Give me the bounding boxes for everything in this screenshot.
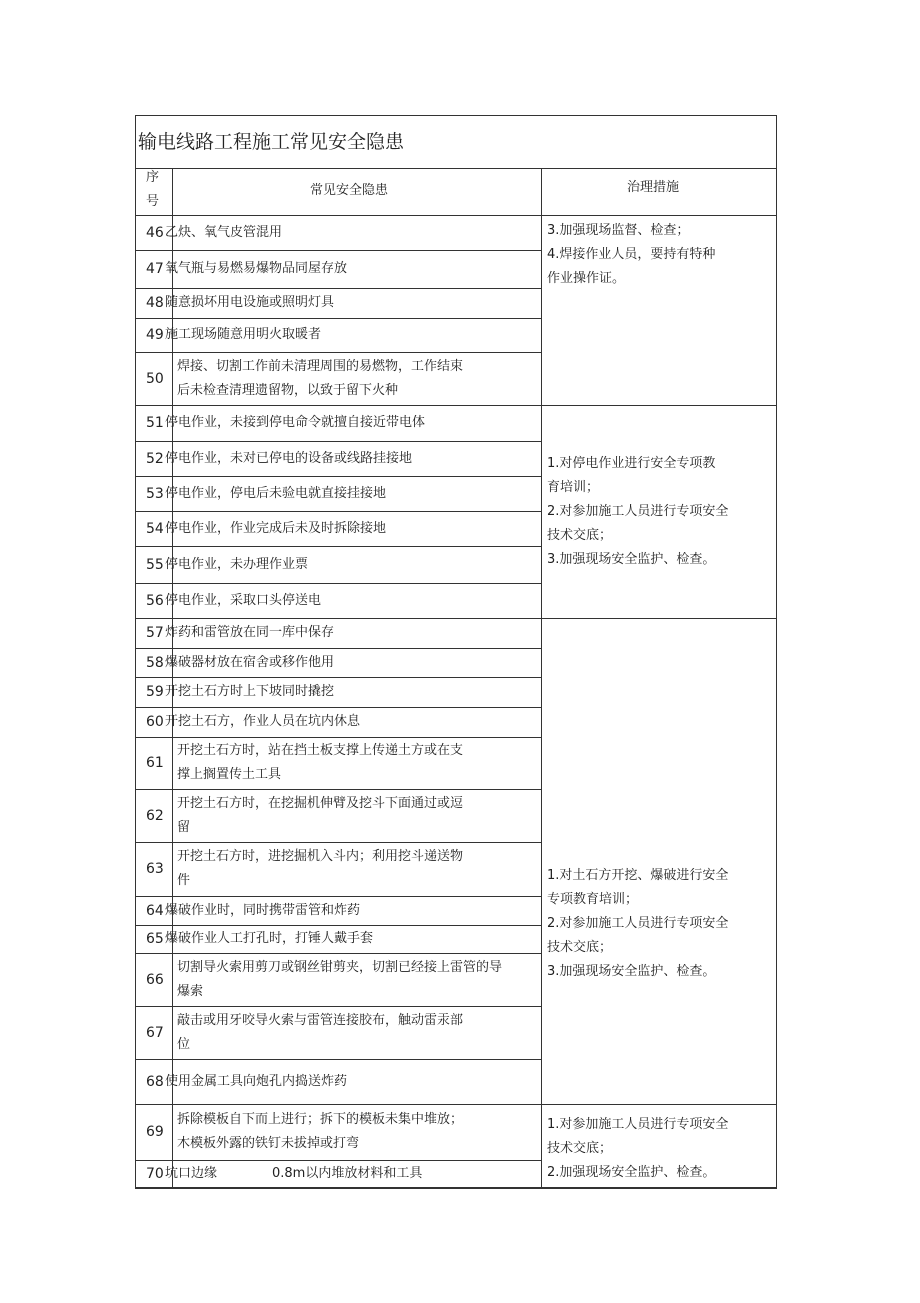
row-rule (135, 511, 541, 512)
hazard-text: 后未检查清理遗留物，以致于留下火种 (177, 382, 399, 398)
hazard-text: 留 (177, 819, 191, 835)
header-no-line1: 序 (146, 170, 160, 185)
hazard-text: 坑口边缘 (165, 1166, 218, 1181)
row-number: 48 (146, 295, 164, 311)
row-rule (135, 1006, 541, 1007)
row-rule (135, 441, 541, 442)
hazard-text: 随意损坏用电设施或照明灯具 (165, 295, 335, 310)
hazard-text: 氧气瓶与易燃易爆物品同屋存放 (165, 261, 348, 276)
row-number: 50 (146, 370, 164, 387)
hazard-text: 0.8m以内堆放材料和工具 (272, 1166, 423, 1181)
row-rule (135, 288, 541, 289)
row-number: 51 (146, 415, 164, 431)
row-number: 67 (146, 1024, 164, 1041)
row-rule (135, 648, 541, 649)
row-number: 52 (146, 450, 164, 467)
hazard-text: 木模板外露的铁钉未拔掉或打弯 (177, 1136, 360, 1151)
measure-text: 1.对停电作业进行安全专项教 (547, 456, 716, 471)
row-number: 66 (146, 971, 164, 988)
hazard-text: 爆索 (177, 983, 204, 999)
row-number: 56 (146, 592, 164, 609)
row-rule (135, 842, 541, 843)
row-number: 46 (146, 225, 164, 241)
hazard-text: 件 (177, 873, 191, 888)
measure-text: 1.对土石方开挖、爆破进行安全 (547, 868, 729, 883)
measure-text: 3.加强现场监督、检查； (547, 223, 690, 238)
measure-text: 育培训； (547, 480, 600, 495)
measure-text: 1.对参加施工人员进行专项安全 (547, 1117, 729, 1132)
row-rule (135, 352, 541, 353)
row-number: 57 (146, 625, 164, 641)
row-rule (135, 250, 541, 251)
measure-text: 2.对参加施工人员进行专项安全 (547, 504, 729, 519)
hazard-text: 施工现场随意用明火取暖者 (165, 327, 322, 342)
hazard-text: 拆除模板自下而上进行；拆下的模板未集中堆放； (177, 1112, 464, 1127)
row-number: 62 (146, 807, 164, 824)
hazard-text: 停电作业，作业完成后未及时拆除接地 (165, 520, 387, 536)
hazard-text: 使用金属工具向炮孔内捣送炸药 (165, 1073, 348, 1089)
measure-text: 2.对参加施工人员进行专项安全 (547, 916, 729, 931)
row-rule (135, 925, 541, 926)
row-number: 49 (146, 327, 164, 343)
measure-text: 技术交底； (547, 940, 613, 955)
hazard-text: 开挖土石方，作业人员在坑内休息 (165, 714, 361, 729)
header-hazard: 常见安全隐患 (310, 183, 389, 198)
row-rule (135, 896, 541, 897)
hazard-text: 停电作业，未接到停电命令就擅自接近带电体 (165, 415, 426, 430)
hazard-text: 开挖土石方时，在挖掘机伸臂及挖斗下面通过或逗 (177, 795, 464, 811)
row-number: 64 (146, 902, 164, 919)
hazard-text: 爆破器材放在宿舍或移作他用 (165, 654, 335, 670)
column-rule-no (172, 168, 173, 1188)
row-number: 70 (146, 1166, 164, 1182)
hazard-text: 停电作业，停电后未验电就直接挂接地 (165, 485, 387, 501)
hazard-text: 敲击或用牙咬导火索与雷管连接胶布，触动雷汞部 (177, 1012, 464, 1028)
hazard-text: 炸药和雷管放在同一库中保存 (165, 625, 335, 640)
measure-text: 2.加强现场安全监护、检查。 (547, 1165, 716, 1180)
hazard-text: 切割导火索用剪刀或钢丝钳剪夹，切割已经接上雷管的导 (177, 959, 503, 975)
header-top-rule (135, 168, 777, 169)
measure-text: 3.加强现场安全监护、检查。 (547, 964, 716, 979)
row-rule (135, 1059, 541, 1060)
group-rule (135, 618, 777, 619)
row-number: 58 (146, 654, 164, 671)
measure-text: 4.焊接作业人员，要持有特种 (547, 247, 716, 262)
measure-text: 技术交底； (547, 1141, 613, 1156)
row-number: 63 (146, 861, 164, 877)
row-number: 61 (146, 755, 164, 771)
hazard-text: 开挖土石方时，站在挡土板支撑上传递土方或在支 (177, 743, 464, 758)
hazard-text: 位 (177, 1036, 191, 1052)
header-no-line2: 号 (146, 194, 160, 209)
hazard-text: 乙炔、氧气皮管混用 (165, 225, 283, 240)
group-rule (135, 1104, 777, 1105)
hazard-text: 焊接、切割工作前未清理周围的易燃物，工作结束 (177, 358, 464, 374)
row-rule (135, 737, 541, 738)
row-number: 68 (146, 1073, 164, 1090)
hazard-text: 撑上搁置传土工具 (177, 767, 282, 782)
column-rule-measure (541, 168, 542, 1188)
hazard-text: 开挖土石方时，进挖掘机入斗内；利用挖斗递送物 (177, 849, 464, 864)
row-rule (135, 789, 541, 790)
hazard-text: 停电作业，采取口头停送电 (165, 592, 322, 608)
group-rule (135, 1188, 777, 1189)
row-number: 54 (146, 520, 164, 537)
header-bottom-rule (135, 215, 777, 216)
row-number: 53 (146, 485, 164, 502)
hazard-text: 停电作业，未办理作业票 (165, 556, 309, 572)
row-rule (135, 707, 541, 708)
header-measure: 治理措施 (627, 180, 680, 195)
page-title: 输电线路工程施工常见安全隐患 (138, 131, 405, 153)
hazard-text: 爆破作业人工打孔时，打锤人戴手套 (165, 931, 374, 946)
hazard-text: 停电作业，未对已停电的设备或线路挂接地 (165, 450, 413, 466)
row-rule (135, 953, 541, 954)
row-rule (135, 318, 541, 319)
measure-text: 3.加强现场安全监护、检查。 (547, 552, 716, 567)
group-rule (135, 405, 777, 406)
row-number: 65 (146, 931, 164, 947)
row-rule (135, 546, 541, 547)
row-rule (135, 583, 541, 584)
row-number: 47 (146, 261, 164, 277)
row-number: 69 (146, 1124, 164, 1140)
measure-text: 专项教育培训； (547, 892, 639, 907)
measure-text: 技术交底； (547, 528, 613, 543)
row-number: 55 (146, 556, 164, 573)
row-rule (135, 677, 541, 678)
row-number: 60 (146, 714, 164, 730)
hazard-text: 开挖土石方时上下坡同时撬挖 (165, 684, 335, 699)
measure-text: 作业操作证。 (547, 271, 626, 286)
row-number: 59 (146, 684, 164, 700)
row-rule (135, 476, 541, 477)
hazard-text: 爆破作业时，同时携带雷管和炸药 (165, 902, 361, 918)
row-rule (135, 1160, 541, 1161)
